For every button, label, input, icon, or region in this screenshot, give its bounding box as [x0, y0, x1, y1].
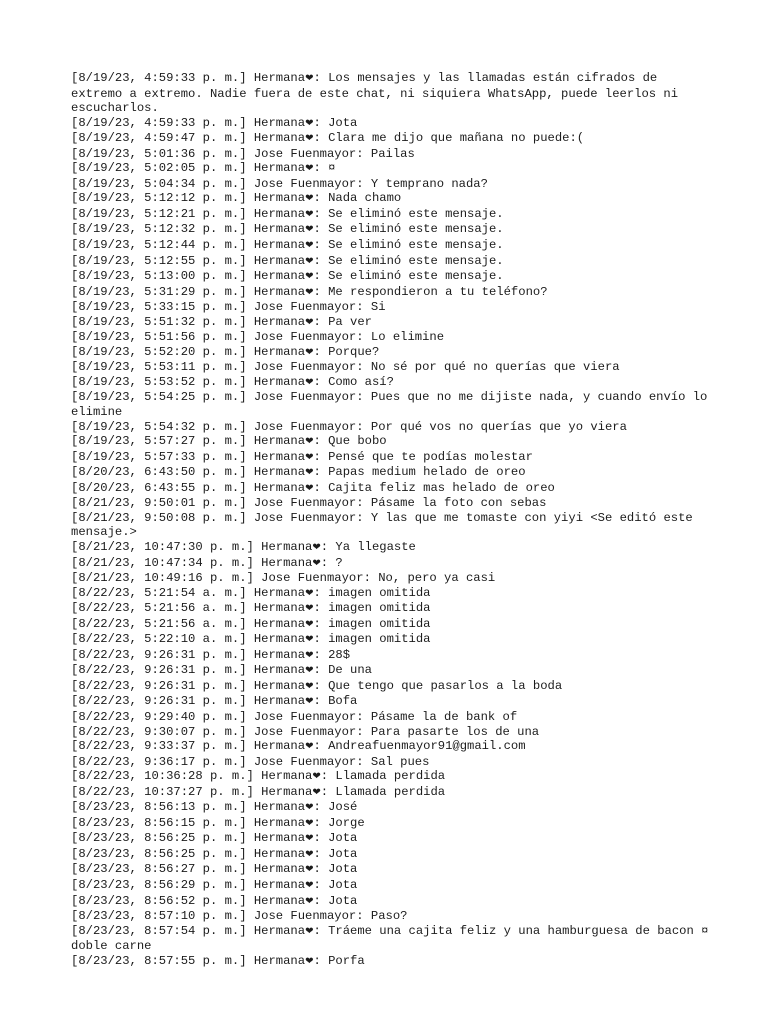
heart-icon: ❤: [305, 848, 314, 860]
heart-icon: ❤: [305, 163, 314, 175]
message-sender: Hermana: [253, 480, 306, 495]
message-sender: Hermana: [253, 253, 306, 268]
heart-icon: ❤: [305, 117, 314, 129]
heart-icon: ❤: [305, 587, 314, 599]
chat-message: [8/23/23, 8:57:55 p. m.] Hermana❤: Porfa: [71, 953, 365, 968]
message-sender: Hermana: [253, 815, 306, 830]
message-sender: Hermana: [253, 632, 306, 647]
heart-icon: ❤: [312, 557, 321, 569]
heart-icon: ❤: [305, 634, 314, 646]
chat-message: [8/19/23, 5:54:32 p. m.] Jose Fuenmayor: Por qué vos no querías que yo viera: [71, 419, 627, 434]
chat-message: [8/22/23, 9:33:37 p. m.] Hermana❤: Andreafuenmayor91@gmail.com: [71, 739, 526, 754]
chat-message: [8/21/23, 10:47:34 p. m.] Hermana❤: ?: [71, 555, 343, 570]
message-text: imagen omitida: [328, 585, 431, 600]
chat-message: [8/19/23, 5:01:36 p. m.] Jose Fuenmayor: Pailas: [71, 146, 415, 161]
message-text: Jota: [328, 877, 358, 892]
message-sender: Hermana: [253, 269, 306, 284]
message-text: Bofa: [328, 694, 358, 709]
message-sender: Hermana: [253, 191, 306, 206]
heart-icon: ❤: [305, 224, 314, 236]
message-timestamp: [8/19/23, 5:12:44 p. m.]: [71, 238, 247, 253]
message-text: Clara me dijo que mañana no puede:(: [328, 131, 585, 146]
message-timestamp: [8/22/23, 10:36:28 p. m.]: [71, 769, 254, 784]
message-sender: Jose Fuenmayor: [253, 724, 357, 739]
message-sender: Hermana: [253, 663, 306, 678]
message-sender: Jose Fuenmayor: [253, 754, 357, 769]
chat-message: [8/22/23, 9:30:07 p. m.] Jose Fuenmayor: Para pasarte los de una: [71, 724, 540, 739]
heart-icon: ❤: [305, 817, 314, 829]
message-sender: Jose Fuenmayor: [253, 909, 357, 924]
message-text: Porfa: [328, 953, 365, 968]
heart-icon: ❤: [305, 208, 314, 220]
message-timestamp: [8/22/23, 9:26:31 p. m.]: [71, 678, 247, 693]
message-sender: Hermana: [253, 465, 306, 480]
heart-icon: ❤: [305, 193, 314, 205]
message-sender: Jose Fuenmayor: [253, 360, 357, 375]
message-timestamp: [8/19/23, 5:57:33 p. m.]: [71, 449, 247, 464]
message-timestamp: [8/19/23, 5:54:25 p. m.]: [71, 390, 247, 405]
chat-message: [8/23/23, 8:56:25 p. m.] Hermana❤: Jota: [71, 831, 358, 846]
message-sender: Hermana: [253, 449, 306, 464]
message-text: imagen omitida: [328, 616, 431, 631]
message-timestamp: [8/19/23, 5:52:20 p. m.]: [71, 344, 247, 359]
message-timestamp: [8/21/23, 9:50:01 p. m.]: [71, 496, 247, 511]
heart-icon: ❤: [305, 133, 314, 145]
message-text: Jota: [328, 893, 358, 908]
heart-icon: ❤: [305, 618, 314, 630]
heart-icon: ❤: [305, 603, 314, 615]
message-timestamp: [8/19/23, 5:02:05 p. m.]: [71, 161, 247, 176]
message-text: Llamada perdida: [335, 784, 446, 799]
message-sender: Hermana: [253, 434, 306, 449]
message-sender: Hermana: [253, 374, 306, 389]
message-timestamp: [8/23/23, 8:56:29 p. m.]: [71, 877, 247, 892]
message-text: Paso?: [370, 909, 408, 924]
chat-message: [8/23/23, 8:56:29 p. m.] Hermana❤: Jota: [71, 877, 358, 892]
message-timestamp: [8/22/23, 9:29:40 p. m.]: [71, 709, 247, 724]
message-text: Se eliminó este mensaje.: [328, 238, 504, 253]
message-timestamp: [8/19/23, 5:13:00 p. m.]: [71, 269, 247, 284]
message-sender: Hermana: [253, 877, 306, 892]
chat-message: [8/22/23, 9:29:40 p. m.] Jose Fuenmayor: Pásame la de bank of: [71, 709, 518, 724]
chat-message: [8/22/23, 9:26:31 p. m.] Hermana❤: Bofa: [71, 694, 358, 709]
message-timestamp: [8/19/23, 5:33:15 p. m.]: [71, 300, 247, 315]
message-text: Si: [370, 300, 386, 315]
heart-icon: ❤: [305, 649, 314, 661]
message-timestamp: [8/23/23, 8:57:55 p. m.]: [71, 953, 247, 968]
chat-message: [8/19/23, 5:12:12 p. m.] Hermana❤: Nada chamo: [71, 191, 402, 206]
message-text: ?: [335, 555, 343, 570]
message-text: ¤: [328, 161, 336, 176]
message-sender: Hermana: [253, 862, 306, 877]
chat-message: [8/21/23, 10:49:16 p. m.] Jose Fuenmayor: No, pero ya casi: [71, 571, 496, 586]
heart-icon: ❤: [305, 864, 314, 876]
heart-icon: ❤: [305, 665, 314, 677]
chat-message: [8/19/23, 5:12:32 p. m.] Hermana❤: Se eliminó este mensaje.: [71, 222, 504, 237]
message-timestamp: [8/19/23, 5:57:27 p. m.]: [71, 434, 247, 449]
message-text: Papas medium helado de oreo: [328, 465, 526, 480]
message-sender: Hermana: [253, 601, 306, 616]
chat-message: [8/23/23, 8:57:54 p. m.] Hermana❤: Tráeme una cajita feliz y una hamburguesa de bacon ¤ doble carne: [71, 923, 716, 954]
message-sender: Hermana: [253, 694, 306, 709]
message-timestamp: [8/23/23, 8:56:15 p. m.]: [71, 815, 247, 830]
message-text: Para pasarte los de una: [370, 724, 540, 739]
message-text: Pensé que te podías molestar: [328, 449, 533, 464]
message-sender: Hermana: [261, 769, 313, 784]
message-sender: Hermana: [253, 647, 306, 662]
message-sender: Hermana: [253, 831, 306, 846]
chat-message: [8/19/23, 5:33:15 p. m.] Jose Fuenmayor: Si: [71, 300, 386, 315]
message-sender: Jose Fuenmayor: [253, 709, 357, 724]
message-timestamp: [8/19/23, 5:51:32 p. m.]: [71, 314, 247, 329]
message-sender: Jose Fuenmayor: [253, 300, 357, 315]
message-timestamp: [8/22/23, 9:30:07 p. m.]: [71, 724, 247, 739]
message-timestamp: [8/22/23, 9:33:37 p. m.]: [71, 739, 247, 754]
message-sender: Hermana: [253, 846, 306, 861]
chat-message: [8/23/23, 8:56:25 p. m.] Hermana❤: Jota: [71, 846, 358, 861]
message-sender: Hermana: [253, 115, 306, 130]
chat-message: [8/21/23, 9:50:08 p. m.] Jose Fuenmayor: Y las que me tomaste con yiyi <Se editó este mensaje.>: [71, 510, 701, 540]
chat-transcript: [71, 71, 716, 969]
message-text: Llamada perdida: [335, 769, 446, 784]
heart-icon: ❤: [305, 879, 314, 891]
chat-message: [8/20/23, 6:43:55 p. m.] Hermana❤: Cajita feliz mas helado de oreo: [71, 480, 555, 495]
message-timestamp: [8/19/23, 5:12:12 p. m.]: [71, 191, 247, 206]
chat-message: [8/23/23, 8:56:15 p. m.] Hermana❤: Jorge: [71, 815, 365, 830]
message-sender: Hermana: [261, 539, 313, 554]
chat-message: [8/22/23, 9:36:17 p. m.] Jose Fuenmayor: Sal pues: [71, 754, 430, 769]
message-sender: Hermana: [253, 923, 306, 938]
chat-message: [8/19/23, 5:12:21 p. m.] Hermana❤: Se eliminó este mensaje.: [71, 206, 504, 221]
message-sender: Jose Fuenmayor: [253, 510, 357, 525]
heart-icon: ❤: [305, 271, 314, 283]
message-sender: Hermana: [253, 222, 306, 237]
chat-message: [8/19/23, 5:12:55 p. m.] Hermana❤: Se eliminó este mensaje.: [71, 253, 504, 268]
message-timestamp: [8/20/23, 6:43:50 p. m.]: [71, 465, 247, 480]
message-text: Como así?: [328, 374, 394, 389]
message-text: Que tengo que pasarlos a la boda: [328, 678, 563, 693]
chat-message: [8/19/23, 4:59:33 p. m.] Hermana❤: Jota: [71, 115, 358, 130]
message-timestamp: [8/19/23, 5:04:34 p. m.]: [71, 176, 247, 191]
message-text: Se eliminó este mensaje.: [328, 206, 504, 221]
heart-icon: ❤: [305, 955, 314, 967]
message-timestamp: [8/23/23, 8:56:25 p. m.]: [71, 846, 247, 861]
message-timestamp: [8/19/23, 4:59:33 p. m.]: [71, 115, 247, 130]
message-timestamp: [8/23/23, 8:56:13 p. m.]: [71, 800, 247, 815]
chat-message: [8/22/23, 9:26:31 p. m.] Hermana❤: Que tengo que pasarlos a la boda: [71, 678, 563, 693]
message-timestamp: [8/19/23, 5:53:52 p. m.]: [71, 374, 247, 389]
message-text: Jota: [328, 862, 358, 877]
chat-message: [8/22/23, 5:21:54 a. m.] Hermana❤: imagen omitida: [71, 585, 431, 600]
chat-message: [8/19/23, 5:13:00 p. m.] Hermana❤: Se eliminó este mensaje.: [71, 269, 504, 284]
message-timestamp: [8/19/23, 5:12:21 p. m.]: [71, 206, 247, 221]
message-sender: Hermana: [253, 800, 306, 815]
message-timestamp: [8/22/23, 9:26:31 p. m.]: [71, 663, 247, 678]
chat-message: [8/19/23, 4:59:33 p. m.] Hermana❤: Los mensajes y las llamadas están cifrados de extremo a extremo. Nadie fuera de este chat, ni siquiera WhatsApp, puede leerlos ni escucharlos.: [71, 71, 686, 116]
message-timestamp: [8/23/23, 8:57:10 p. m.]: [71, 909, 247, 924]
heart-icon: ❤: [305, 696, 314, 708]
message-sender: Hermana: [253, 893, 306, 908]
message-text: imagen omitida: [328, 601, 431, 616]
message-timestamp: [8/20/23, 6:43:55 p. m.]: [71, 480, 247, 495]
message-text: Ya llegaste: [335, 539, 416, 554]
message-timestamp: [8/22/23, 9:26:31 p. m.]: [71, 694, 247, 709]
message-timestamp: [8/21/23, 10:49:16 p. m.]: [71, 571, 254, 586]
message-sender: Hermana: [253, 678, 306, 693]
message-text: Porque?: [328, 344, 380, 359]
message-sender: Hermana: [253, 739, 306, 754]
message-text: Pásame la foto con sebas: [370, 496, 547, 511]
message-text: imagen omitida: [328, 632, 431, 647]
message-sender: Hermana: [253, 344, 306, 359]
chat-message: [8/19/23, 5:31:29 p. m.] Hermana❤: Me respondieron a tu teléfono?: [71, 284, 548, 299]
message-timestamp: [8/19/23, 4:59:33 p. m.]: [71, 71, 247, 85]
chat-message: [8/23/23, 8:56:13 p. m.] Hermana❤: José: [71, 800, 358, 815]
message-text: Y temprano nada?: [370, 176, 488, 191]
message-sender: Jose Fuenmayor: [261, 571, 364, 586]
message-text: Se eliminó este mensaje.: [328, 253, 504, 268]
message-sender: Jose Fuenmayor: [253, 176, 357, 191]
message-sender: Hermana: [253, 284, 306, 299]
chat-message: [8/19/23, 5:54:25 p. m.] Jose Fuenmayor: Pues que no me dijiste nada, y cuando envío lo elimine: [71, 390, 715, 420]
chat-message: [8/19/23, 5:57:33 p. m.] Hermana❤: Pensé que te podías molestar: [71, 449, 533, 464]
chat-message: [8/19/23, 5:51:56 p. m.] Jose Fuenmayor: Lo elimine: [71, 330, 445, 345]
message-timestamp: [8/21/23, 10:47:34 p. m.]: [71, 555, 254, 570]
chat-message: [8/21/23, 10:47:30 p. m.] Hermana❤: Ya llegaste: [71, 539, 416, 554]
message-timestamp: [8/22/23, 9:36:17 p. m.]: [71, 754, 247, 769]
chat-message: [8/19/23, 5:57:27 p. m.] Hermana❤: Que bobo: [71, 434, 387, 449]
heart-icon: ❤: [305, 255, 314, 267]
message-text: Jota: [328, 846, 358, 861]
message-text: Me respondieron a tu teléfono?: [328, 284, 548, 299]
heart-icon: ❤: [305, 802, 314, 814]
message-text: Jota: [328, 115, 358, 130]
message-text: Pa ver: [328, 314, 372, 329]
message-text: Nada chamo: [328, 191, 402, 206]
message-timestamp: [8/22/23, 5:21:54 a. m.]: [71, 585, 247, 600]
message-sender: Hermana: [253, 238, 306, 253]
chat-message: [8/19/23, 5:02:05 p. m.] Hermana❤: ¤: [71, 161, 336, 176]
chat-message: [8/22/23, 10:36:28 p. m.] Hermana❤: Llamada perdida: [71, 769, 446, 784]
message-timestamp: [8/22/23, 5:21:56 a. m.]: [71, 601, 247, 616]
message-timestamp: [8/23/23, 8:57:54 p. m.]: [71, 923, 247, 938]
chat-message: [8/23/23, 8:57:10 p. m.] Jose Fuenmayor: Paso?: [71, 909, 408, 924]
message-sender: Hermana: [253, 161, 306, 176]
heart-icon: ❤: [305, 482, 314, 494]
chat-message: [8/22/23, 5:21:56 a. m.] Hermana❤: imagen omitida: [71, 601, 431, 616]
message-text: Jorge: [328, 815, 365, 830]
message-sender: Hermana: [261, 784, 313, 799]
message-timestamp: [8/23/23, 8:56:27 p. m.]: [71, 862, 247, 877]
heart-icon: ❤: [305, 376, 314, 388]
heart-icon: ❤: [305, 680, 314, 692]
message-timestamp: [8/22/23, 5:21:56 a. m.]: [71, 616, 247, 631]
chat-message: [8/22/23, 5:21:56 a. m.] Hermana❤: imagen omitida: [71, 616, 431, 631]
chat-message: [8/22/23, 9:26:31 p. m.] Hermana❤: De una: [71, 663, 372, 678]
heart-icon: ❤: [312, 771, 321, 783]
message-timestamp: [8/21/23, 9:50:08 p. m.]: [71, 510, 247, 525]
chat-message: [8/19/23, 5:52:20 p. m.] Hermana❤: Porque?: [71, 344, 380, 359]
heart-icon: ❤: [305, 451, 314, 463]
message-text: Sal pues: [370, 754, 430, 769]
message-timestamp: [8/19/23, 5:53:11 p. m.]: [71, 360, 247, 375]
message-sender: Hermana: [261, 555, 313, 570]
heart-icon: ❤: [305, 436, 314, 448]
heart-icon: ❤: [305, 286, 314, 298]
heart-icon: ❤: [305, 316, 314, 328]
message-sender: Jose Fuenmayor: [253, 330, 357, 345]
message-text: 28$: [328, 647, 351, 662]
message-text: Los mensajes y las llamadas están cifrados de extremo a extremo. Nadie fuera de este chat, ni siquiera WhatsApp, puede leerlos ni escucharlos.: [71, 71, 686, 116]
message-timestamp: [8/19/23, 5:31:29 p. m.]: [71, 284, 247, 299]
chat-message: [8/22/23, 9:26:31 p. m.] Hermana❤: 28$: [71, 647, 351, 662]
message-sender: Hermana: [253, 616, 306, 631]
message-text: Andreafuenmayor91@gmail.com: [328, 739, 526, 754]
message-timestamp: [8/22/23, 9:26:31 p. m.]: [71, 647, 247, 662]
message-sender: Jose Fuenmayor: [253, 496, 357, 511]
heart-icon: ❤: [305, 73, 314, 84]
message-text: Por qué vos no querías que yo viera: [370, 419, 627, 434]
heart-icon: ❤: [305, 925, 314, 937]
chat-message: [8/19/23, 5:51:32 p. m.] Hermana❤: Pa ver: [71, 314, 372, 329]
message-text: No, pero ya casi: [378, 571, 496, 586]
message-text: Pues que no me dijiste nada, y cuando envío lo elimine: [71, 390, 715, 420]
message-text: Y las que me tomaste con yiyi <Se editó este mensaje.>: [71, 510, 701, 540]
heart-icon: ❤: [305, 240, 314, 252]
chat-message: [8/19/23, 5:53:52 p. m.] Hermana❤: Como así?: [71, 374, 394, 389]
chat-message: [8/19/23, 5:04:34 p. m.] Jose Fuenmayor: Y temprano nada?: [71, 176, 488, 191]
message-timestamp: [8/19/23, 5:54:32 p. m.]: [71, 419, 247, 434]
chat-message: [8/23/23, 8:56:52 p. m.] Hermana❤: Jota: [71, 893, 358, 908]
heart-icon: ❤: [305, 741, 314, 753]
message-text: Se eliminó este mensaje.: [328, 269, 504, 284]
message-timestamp: [8/22/23, 5:22:10 a. m.]: [71, 632, 247, 647]
message-text: José: [328, 800, 358, 815]
message-timestamp: [8/19/23, 5:01:36 p. m.]: [71, 146, 247, 161]
chat-message: [8/23/23, 8:56:27 p. m.] Hermana❤: Jota: [71, 862, 358, 877]
chat-message: [8/20/23, 6:43:50 p. m.] Hermana❤: Papas medium helado de oreo: [71, 465, 526, 480]
chat-message: [8/19/23, 5:53:11 p. m.] Jose Fuenmayor: No sé por qué no querías que viera: [71, 360, 620, 375]
message-sender: Jose Fuenmayor: [253, 146, 357, 161]
message-timestamp: [8/19/23, 5:12:55 p. m.]: [71, 253, 247, 268]
chat-message: [8/19/23, 5:12:44 p. m.] Hermana❤: Se eliminó este mensaje.: [71, 238, 504, 253]
message-sender: Jose Fuenmayor: [253, 419, 357, 434]
heart-icon: ❤: [305, 346, 314, 358]
message-timestamp: [8/21/23, 10:47:30 p. m.]: [71, 539, 254, 554]
message-sender: Hermana: [253, 206, 306, 221]
message-sender: Hermana: [253, 953, 306, 968]
chat-message: [8/19/23, 4:59:47 p. m.] Hermana❤: Clara me dijo que mañana no puede:(: [71, 131, 585, 146]
message-sender: Hermana: [253, 71, 306, 85]
message-sender: Hermana: [253, 314, 306, 329]
message-timestamp: [8/22/23, 10:37:27 p. m.]: [71, 784, 254, 799]
chat-message: [8/22/23, 5:22:10 a. m.] Hermana❤: imagen omitida: [71, 632, 431, 647]
message-timestamp: [8/19/23, 5:51:56 p. m.]: [71, 330, 247, 345]
message-timestamp: [8/19/23, 4:59:47 p. m.]: [71, 131, 247, 146]
chat-message: [8/22/23, 10:37:27 p. m.] Hermana❤: Llamada perdida: [71, 784, 446, 799]
message-text: De una: [328, 663, 372, 678]
message-text: Jota: [328, 831, 358, 846]
message-sender: Hermana: [253, 585, 306, 600]
message-sender: Jose Fuenmayor: [253, 390, 357, 405]
message-timestamp: [8/23/23, 8:56:52 p. m.]: [71, 893, 247, 908]
chat-message: [8/21/23, 9:50:01 p. m.] Jose Fuenmayor: Pásame la foto con sebas: [71, 496, 547, 511]
message-timestamp: [8/19/23, 5:12:32 p. m.]: [71, 222, 247, 237]
heart-icon: ❤: [312, 541, 321, 553]
message-text: Se eliminó este mensaje.: [328, 222, 504, 237]
message-text: Cajita feliz mas helado de oreo: [328, 480, 555, 495]
message-text: Pásame la de bank of: [370, 709, 518, 724]
message-text: Lo elimine: [370, 330, 445, 345]
heart-icon: ❤: [305, 833, 314, 845]
message-text: Tráeme una cajita feliz y una hamburguesa de bacon ¤ doble carne: [71, 923, 716, 954]
heart-icon: ❤: [312, 786, 321, 798]
heart-icon: ❤: [305, 467, 314, 479]
message-text: No sé por qué no querías que viera: [370, 360, 620, 375]
heart-icon: ❤: [305, 895, 314, 907]
message-sender: Hermana: [253, 131, 306, 146]
message-timestamp: [8/23/23, 8:56:25 p. m.]: [71, 831, 247, 846]
message-text: Pailas: [370, 146, 415, 161]
message-text: Que bobo: [328, 434, 387, 449]
